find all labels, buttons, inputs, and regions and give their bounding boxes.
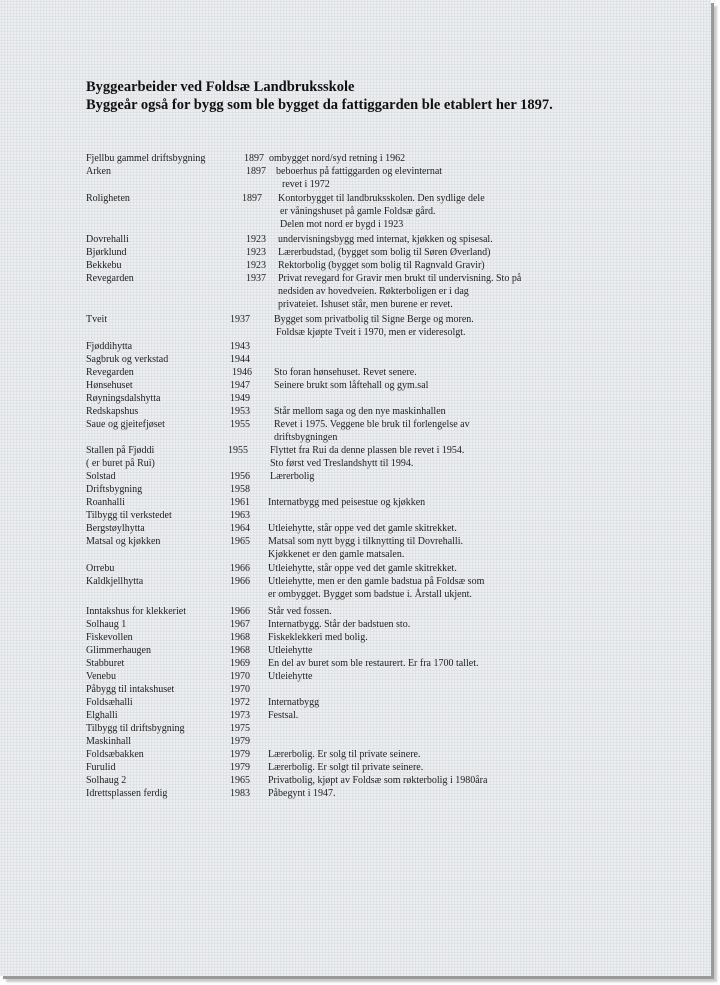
- building-name: Arken: [86, 166, 111, 177]
- building-description: Internatbygg: [268, 697, 320, 708]
- building-description: Sto først ved Treslandshytt til 1994.: [270, 458, 414, 469]
- building-name: Påbygg til intakshuset: [86, 684, 175, 695]
- build-year: 1972: [230, 697, 250, 708]
- build-year: 1923: [246, 247, 266, 258]
- building-name: ( er buret på Rui): [86, 458, 155, 469]
- list-item: [0, 380, 711, 392]
- build-year: 1979: [230, 749, 250, 760]
- building-description: undervisningsbygg med internat, kjøkken og spisesal.: [278, 234, 493, 245]
- build-year: 1947: [230, 380, 250, 391]
- list-item: [0, 484, 711, 496]
- building-name: Venebu: [86, 671, 116, 682]
- build-year: 1965: [230, 775, 250, 786]
- build-year: 1966: [230, 606, 250, 617]
- build-year: 1953: [230, 406, 250, 417]
- list-item: [0, 314, 711, 326]
- list-item: [0, 153, 711, 165]
- build-year: 1973: [230, 710, 250, 721]
- building-name: Saue og gjeitefjøset: [86, 419, 165, 430]
- build-year: 1967: [230, 619, 250, 630]
- building-description: En del av buret som ble restaurert. Er fra 1700 tallet.: [268, 658, 479, 669]
- building-description: Lærerbudstad, (bygget som bolig til Søren Øverland): [278, 247, 491, 258]
- build-year: 1943: [230, 341, 250, 352]
- building-name: Foldsæhalli: [86, 697, 133, 708]
- build-year: 1963: [230, 510, 250, 521]
- building-description: Påbegynt i 1947.: [268, 788, 336, 799]
- building-description: Revet i 1975. Veggene ble bruk til forlengelse av: [274, 419, 470, 430]
- building-description: Rektorbolig (bygget som bolig til Ragnvald Gravir): [278, 260, 485, 271]
- build-year: 1975: [230, 723, 250, 734]
- building-name: Revegarden: [86, 273, 134, 284]
- build-year: 1969: [230, 658, 250, 669]
- building-description-continued: Kjøkkenet er den gamle matsalen.: [268, 549, 405, 560]
- list-item: [0, 658, 711, 670]
- building-description: Fiskeklekkeri med bolig.: [268, 632, 368, 643]
- build-year: 1946: [232, 367, 252, 378]
- list-item: [0, 419, 711, 431]
- list-item: [0, 510, 711, 522]
- building-description: Bygget som privatbolig til Signe Berge og moren.: [274, 314, 474, 325]
- build-year: 1923: [246, 234, 266, 245]
- list-item: [0, 273, 711, 285]
- build-year: 1937: [230, 314, 250, 325]
- list-item: [0, 354, 711, 366]
- list-item: [0, 749, 711, 761]
- building-name: Matsal og kjøkken: [86, 536, 161, 547]
- build-year: 1968: [230, 632, 250, 643]
- list-item: [0, 775, 711, 787]
- building-name: Røyningsdalshytta: [86, 393, 161, 404]
- build-year: 1979: [230, 762, 250, 773]
- document-title: Byggearbeider ved Foldsæ Landbruksskole: [86, 79, 355, 95]
- building-name: Glimmerhaugen: [86, 645, 151, 656]
- list-item: [0, 632, 711, 644]
- build-year: 1944: [230, 354, 250, 365]
- building-description-continued: privateiet. Ishuset står, men burene er revet.: [278, 299, 453, 310]
- building-name: Idrettsplassen ferdig: [86, 788, 168, 799]
- building-description: Utleiehytte, står oppe ved det gamle skitrekket.: [268, 563, 457, 574]
- building-name: Solhaug 1: [86, 619, 127, 630]
- build-year: 1979: [230, 736, 250, 747]
- building-name: Elghalli: [86, 710, 118, 721]
- build-year: 1937: [246, 273, 266, 284]
- list-item: [0, 736, 711, 748]
- list-item: [0, 645, 711, 657]
- build-year: 1923: [246, 260, 266, 271]
- list-item: [0, 166, 711, 178]
- building-description: Står ved fossen.: [268, 606, 332, 617]
- building-description: Lærerbolig. Er solg til private seinere.: [268, 749, 421, 760]
- list-item: [0, 536, 711, 548]
- list-item: [0, 697, 711, 709]
- building-description: beboerhus på fattiggarden og elevinternat: [276, 166, 443, 177]
- build-year: 1897: [242, 193, 262, 204]
- list-item: [0, 576, 711, 588]
- building-description-continued: er ombygget. Bygget som badstue i. Årstall ukjent.: [268, 589, 472, 600]
- building-description-continued: revet i 1972: [282, 179, 330, 190]
- build-year: 1965: [230, 536, 250, 547]
- list-item: [0, 563, 711, 575]
- list-item: [0, 234, 711, 246]
- building-description: Flyttet fra Rui da denne plassen ble revet i 1954.: [270, 445, 465, 456]
- building-name: Furulid: [86, 762, 116, 773]
- building-name: Tilbygg til driftsbygning: [86, 723, 185, 734]
- building-name: Bekkebu: [86, 260, 122, 271]
- build-year: 1966: [230, 563, 250, 574]
- list-item: [0, 458, 711, 470]
- building-name: Revegarden: [86, 367, 134, 378]
- building-description: Sto foran hønsehuset. Revet senere.: [274, 367, 417, 378]
- building-name: Bjørklund: [86, 247, 127, 258]
- list-item: [0, 445, 711, 457]
- list-item: [0, 619, 711, 631]
- building-name: Redskapshus: [86, 406, 139, 417]
- list-item: [0, 406, 711, 418]
- building-name: Inntakshus for klekkeriet: [86, 606, 186, 617]
- list-item: [0, 341, 711, 353]
- building-name: Roanhalli: [86, 497, 125, 508]
- list-item: [0, 247, 711, 259]
- building-description: Internatbygg. Står der badstuen sto.: [268, 619, 411, 630]
- list-item: [0, 367, 711, 379]
- building-description: Utleiehytte, står oppe ved det gamle skitrekket.: [268, 523, 457, 534]
- list-item: [0, 260, 711, 272]
- building-description: Utleiehytte: [268, 671, 313, 682]
- building-name: Driftsbygning: [86, 484, 143, 495]
- building-description: ombygget nord/syd retning i 1962: [269, 153, 406, 164]
- building-description: Står mellom saga og den nye maskinhallen: [274, 406, 446, 417]
- build-year: 1955: [228, 445, 248, 456]
- building-name: Tilbygg til verkstedet: [86, 510, 172, 521]
- list-item: [0, 193, 711, 205]
- list-item: [0, 671, 711, 683]
- building-description-continued: nedsiden av hovedveien. Røkterboligen er i dag: [278, 286, 469, 297]
- building-name: Fjellbu gammel driftsbygning: [86, 153, 206, 164]
- building-name: Solhaug 2: [86, 775, 127, 786]
- list-item: [0, 393, 711, 405]
- list-item: [0, 471, 711, 483]
- building-description: Utleiehytte, men er den gamle badstua på Foldsæ som: [268, 576, 485, 587]
- building-description-continued: Delen mot nord er bygd i 1923: [280, 219, 404, 230]
- building-name: Bergstøylhytta: [86, 523, 145, 534]
- document-subtitle: Byggeår også for bygg som ble bygget da fattiggarden ble etablert her 1897.: [86, 97, 553, 113]
- building-description: Internatbygg med peisestue og kjøkken: [268, 497, 426, 508]
- list-item: [0, 723, 711, 735]
- building-name: Kaldkjellhytta: [86, 576, 144, 587]
- building-name: Sagbruk og verkstad: [86, 354, 169, 365]
- build-year: 1958: [230, 484, 250, 495]
- building-name: Dovrehalli: [86, 234, 129, 245]
- list-item: [0, 788, 711, 800]
- building-name: Hønsehuset: [86, 380, 133, 391]
- list-item: [0, 523, 711, 535]
- build-year: 1966: [230, 576, 250, 587]
- building-description: Lærerbolig: [270, 471, 315, 482]
- building-name: Fjøddihytta: [86, 341, 133, 352]
- building-name: Foldsæbakken: [86, 749, 144, 760]
- list-item: [0, 710, 711, 722]
- build-year: 1949: [230, 393, 250, 404]
- building-name: Fiskevollen: [86, 632, 133, 643]
- build-year: 1970: [230, 684, 250, 695]
- building-name: Orrebu: [86, 563, 115, 574]
- build-year: 1897: [244, 153, 264, 164]
- building-description: Lærerbolig. Er solgt til private seinere.: [268, 762, 424, 773]
- build-year: 1956: [230, 471, 250, 482]
- build-year: 1897: [246, 166, 266, 177]
- building-description: Kontorbygget til landbruksskolen. Den sydlige dele: [278, 193, 485, 204]
- building-name: Roligheten: [86, 193, 130, 204]
- build-year: 1968: [230, 645, 250, 656]
- building-name: Stallen på Fjøddi: [86, 445, 155, 456]
- list-item: [0, 497, 711, 509]
- building-description: Matsal som nytt bygg i tilknytting til Dovrehalli.: [268, 536, 463, 547]
- build-year: 1955: [230, 419, 250, 430]
- list-item: [0, 762, 711, 774]
- building-description-continued: Foldsæ kjøpte Tveit i 1970, men er videresolgt.: [276, 327, 466, 338]
- build-year: 1970: [230, 671, 250, 682]
- build-year: 1983: [230, 788, 250, 799]
- building-description: Seinere brukt som låftehall og gym.sal: [274, 380, 429, 391]
- list-item: [0, 606, 711, 618]
- building-name: Tveit: [86, 314, 108, 325]
- building-description: Utleiehytte: [268, 645, 313, 656]
- building-name: Stabburet: [86, 658, 125, 669]
- list-item: [0, 684, 711, 696]
- build-year: 1964: [230, 523, 250, 534]
- build-year: 1961: [230, 497, 250, 508]
- building-name: Maskinhall: [86, 736, 131, 747]
- building-description-continued: er våningshuset på gamle Foldsæ gård.: [280, 206, 436, 217]
- building-description: Privat revegard for Gravir men brukt til undervisning. Sto på: [278, 273, 522, 284]
- building-name: Solstad: [86, 471, 116, 482]
- building-description: Privatbolig, kjøpt av Foldsæ som røkterbolig i 1980åra: [268, 775, 488, 786]
- building-description: Festsal.: [268, 710, 299, 721]
- building-description-continued: driftsbygningen: [274, 432, 338, 443]
